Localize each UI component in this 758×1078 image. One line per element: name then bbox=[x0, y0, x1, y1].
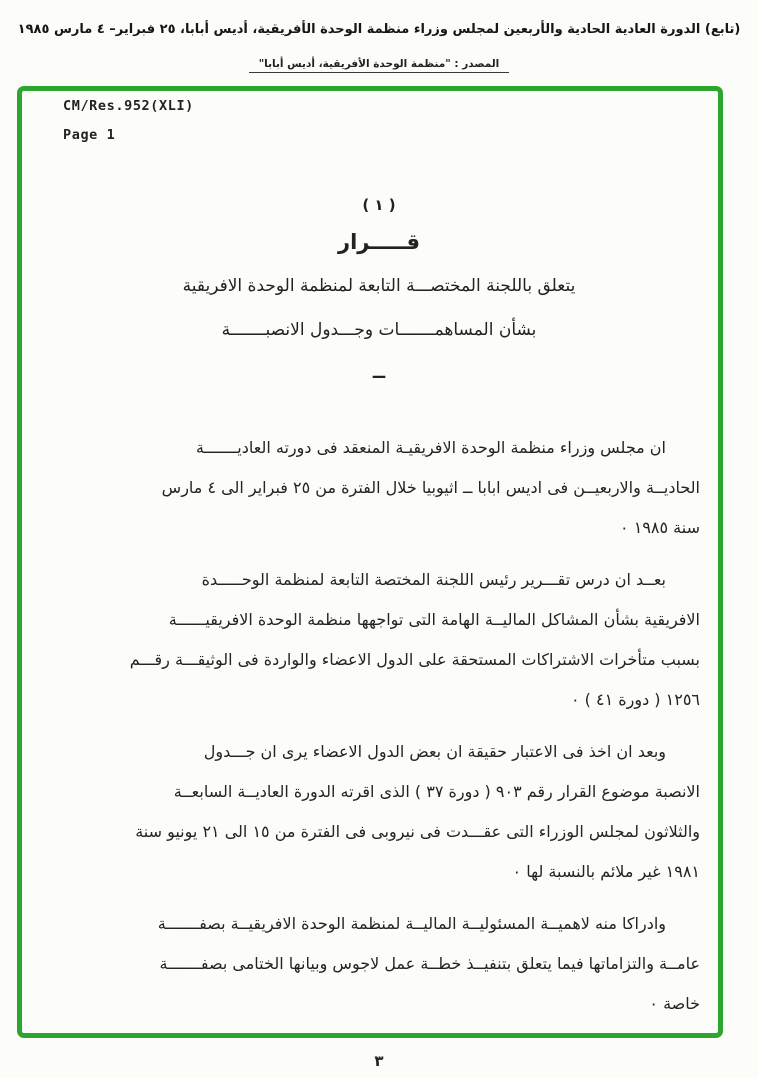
paragraph-2 bbox=[58, 560, 700, 720]
resolution-subtitle-line1: يتعلق باللجنة المختصـــة التابعة لمنظمة الوحدة الافريقية bbox=[182, 276, 576, 296]
paragraph-line: ان مجلس وزراء منظمة الوحدة الافريقيـة المنعقد فى دورته العاديـــــــة bbox=[195, 438, 666, 457]
paragraph-line: بسبب متأخرات الاشتراكات المستحقة على الدول الاعضاء والواردة فى الوثيقـــة رقـــم bbox=[129, 650, 700, 669]
paragraph-line: عامــة والتزاماتها فيما يتعلق بتنفيــذ خطــة عمل لاجوس وبيانها الختامى بصفـــــــة bbox=[159, 954, 700, 973]
paragraph-1 bbox=[58, 428, 700, 548]
paragraph-line: الافريقية بشأن المشاكل الماليــة الهامة التى تواجهها منظمة الوحدة الافريقيــــــة bbox=[168, 610, 700, 629]
paragraph-line: ١٢٥٦ ( دورة ٤١ ) ٠ bbox=[570, 690, 700, 709]
resolution-item-number: ( ١ ) bbox=[362, 196, 396, 214]
footer-page-number: ٣ bbox=[374, 1052, 384, 1070]
document-page-label: Page 1 bbox=[63, 127, 116, 143]
resolution-title: قـــــرار bbox=[338, 230, 420, 254]
header-session-line: (تابع) الدورة العادية الحادية والأربعين لمجلس وزراء منظمة الوحدة الأفريقية، أديس أبابا، ٢٥ فبراير– ٤ مارس ١٩٨٥ bbox=[17, 22, 741, 37]
paragraph-line: سنة ١٩٨٥ ٠ bbox=[620, 518, 700, 537]
header-source-wrap bbox=[0, 52, 758, 73]
paragraph-line: ١٩٨١ غير ملائم بالنسبة لها ٠ bbox=[512, 862, 700, 881]
header-source-line: المصدر : "منظمة الوحدة الأفريقية، أديس أبابا" bbox=[249, 58, 510, 73]
separator-dash: ــ bbox=[372, 362, 386, 383]
paragraph-line: والثلاثون لمجلس الوزراء التى عقـــدت فى نيروبى فى الفترة من ١٥ الى ٢١ يونيو سنة bbox=[135, 822, 700, 841]
resolution-subtitle-line2: بشأن المساهمـــــــات وجـــدول الانصبـــــــة bbox=[221, 320, 537, 340]
paragraph-line: وادراكا منه لاهميــة المسئوليــة الماليــة لمنظمة الوحدة الافريقيــة بصفـــــــة bbox=[157, 914, 666, 933]
paragraph-3 bbox=[58, 732, 700, 892]
paragraph-line: الحاديــة والاربعيــن فى اديس ابابا ــ اثيوبيا خلال الفترة من ٢٥ فبراير الى ٤ مارس bbox=[161, 478, 700, 497]
paragraph-line: الانصبة موضوع القرار رقم ٩٠٣ ( دورة ٣٧ ) الذى اقرته الدورة العاديــة السابعــة bbox=[173, 782, 700, 801]
paragraph-line: وبعد ان اخذ فى الاعتبار حقيقة ان بعض الدول الاعضاء يرى ان جـــدول bbox=[203, 742, 666, 761]
paragraph-4 bbox=[58, 904, 700, 1024]
paragraph-line: بعــد ان درس تقـــرير رئيس اللجنة المختصة التابعة لمنظمة الوحـــــدة bbox=[201, 570, 666, 589]
document-body bbox=[58, 428, 700, 1036]
paragraph-line: خاصة ٠ bbox=[649, 994, 700, 1013]
document-reference: CM/Res.952(XLI) bbox=[63, 98, 194, 114]
